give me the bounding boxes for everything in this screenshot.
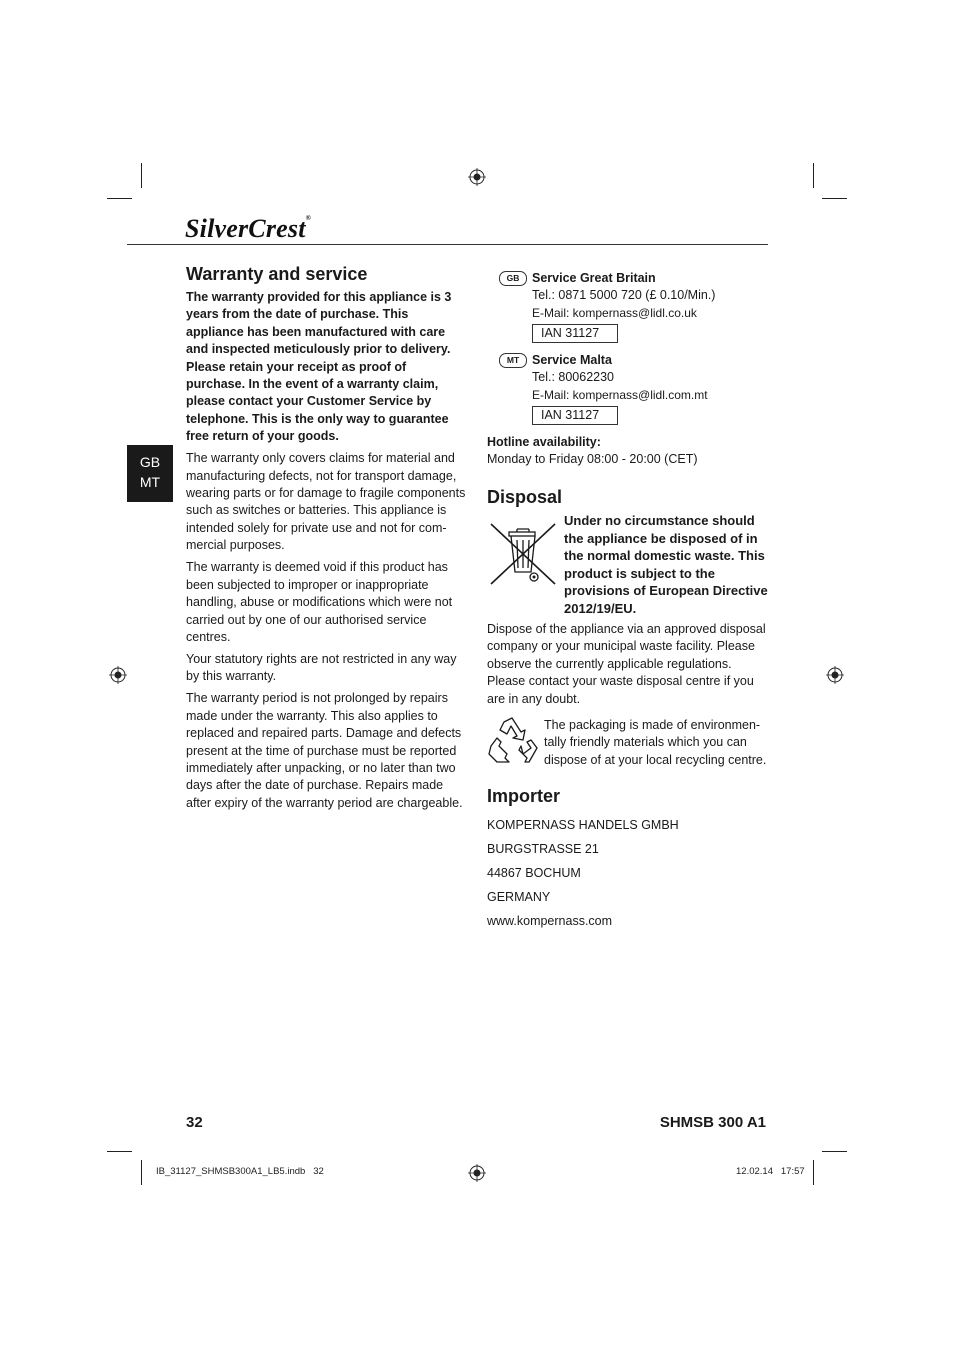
service-gb-email: E-Mail: kompernass@lidl.co.uk xyxy=(532,305,697,320)
hotline-label: Hotline availability: xyxy=(487,435,601,449)
disposal-warning: Under no circumstance should the appliance be disposed of in the normal domestic waste. This product is subject to the provisions of European Directive 2012/19/EU. xyxy=(564,513,768,616)
header-rule xyxy=(127,244,768,245)
importer-address xyxy=(487,813,769,933)
page-number: 32 xyxy=(186,1114,203,1131)
brand-logo xyxy=(185,214,311,244)
crop-mark xyxy=(813,163,814,188)
importer-country: GERMANY xyxy=(487,890,551,904)
importer-company: KOMPERNASS HANDELS GMBH xyxy=(487,818,679,832)
service-gb-block xyxy=(532,270,715,343)
registration-mark-icon xyxy=(468,1164,486,1182)
disposal-heading: Disposal xyxy=(487,487,563,507)
importer-website[interactable]: www.kompernass.com xyxy=(487,914,613,928)
recycling-icon xyxy=(487,716,539,766)
crop-mark xyxy=(107,198,132,199)
crop-mark xyxy=(822,198,847,199)
warranty-paragraph: Your statutory rights are not restricted in any way by this warranty. xyxy=(186,651,457,684)
crop-mark xyxy=(141,163,142,188)
service-mt-tel: Tel.: 80062230 xyxy=(532,370,615,385)
warranty-heading: Warranty and service xyxy=(186,264,368,284)
flag-badge-gb: GB xyxy=(499,271,527,286)
service-mt-block xyxy=(532,352,708,425)
lang-code-mt: MT xyxy=(139,474,161,490)
service-gb-ian: IAN 31127 xyxy=(532,324,618,343)
crossed-out-bin-icon xyxy=(487,520,559,588)
brand-name: SilverCrest xyxy=(185,214,306,243)
service-mt-ian: IAN 31127 xyxy=(532,406,618,425)
packaging-note: The packaging is made of environmen-tally friendly materials which you can dispose of at your local recycling centre. xyxy=(544,718,767,767)
service-gb-tel: Tel.: 0871 5000 720 (£ 0.10/Min.) xyxy=(532,288,716,303)
crop-mark xyxy=(822,1151,847,1152)
crop-mark xyxy=(141,1160,142,1185)
hotline-hours: Monday to Friday 08:00 - 20:00 (CET) xyxy=(487,452,698,467)
service-mt-title: Service Malta xyxy=(532,353,612,367)
importer-street: BURGSTRASSE 21 xyxy=(487,842,599,856)
registration-mark-icon xyxy=(468,168,486,186)
disposal-body: Dispose of the appliance via an approved disposal company or your municipal waste facility. Please observe the currently applicable regulations. Please contact your waste disposal centre if you are in any doubt. xyxy=(487,622,766,706)
flag-badge-mt: MT xyxy=(499,353,527,368)
print-slug-file: IB_31127_SHMSB300A1_LB5.indb 32 xyxy=(156,1166,324,1177)
hotline-block xyxy=(487,434,769,469)
warranty-paragraph: The warranty is deemed void if this product has been subjected to improper or inappropriate handling, abuse or modifications which were not carried out by one of our authorised service centres. xyxy=(186,560,453,644)
brand-registered-mark: ® xyxy=(305,214,312,222)
warranty-paragraph: The warranty provided for this appliance is 3 years from the date of purchase. This appliance has been manufactured with care and inspected meticulously prior to delivery. Please retain your receipt as proof of purchase. In the event of a warranty claim, please contact your Customer Service by telephone. This is the only way to guarantee free return of your goods. xyxy=(186,290,452,444)
importer-city: 44867 BOCHUM xyxy=(487,866,581,880)
model-number: SHMSB 300 A1 xyxy=(659,1114,766,1131)
crop-mark xyxy=(107,1151,132,1152)
registration-mark-icon xyxy=(826,666,844,684)
language-tab xyxy=(127,445,173,502)
warranty-section xyxy=(186,289,468,817)
print-slug-date: 12.02.14 17:57 xyxy=(736,1166,805,1177)
warranty-paragraph: The warranty only covers claims for material and manufacturing defects, not for transport damage, wearing parts or for damage to fragile components such as switches or batteries. This appliance is intended solely for private use and not for com-mercial purposes. xyxy=(186,451,466,553)
lang-code-gb: GB xyxy=(139,454,161,470)
importer-heading: Importer xyxy=(487,786,561,806)
service-mt-email: E-Mail: kompernass@lidl.com.mt xyxy=(532,387,708,402)
crop-mark xyxy=(813,1160,814,1185)
service-gb-title: Service Great Britain xyxy=(532,271,656,285)
warranty-paragraph: The warranty period is not prolonged by repairs made under the warranty. This also applies to replaced and repaired parts. Damage and defects present at the time of purchase must be reported immediately after unpacking, or no later than two days after the date of purchase. Repairs made after expiry of the warranty period are chargeable. xyxy=(186,691,463,810)
registration-mark-icon xyxy=(109,666,127,684)
